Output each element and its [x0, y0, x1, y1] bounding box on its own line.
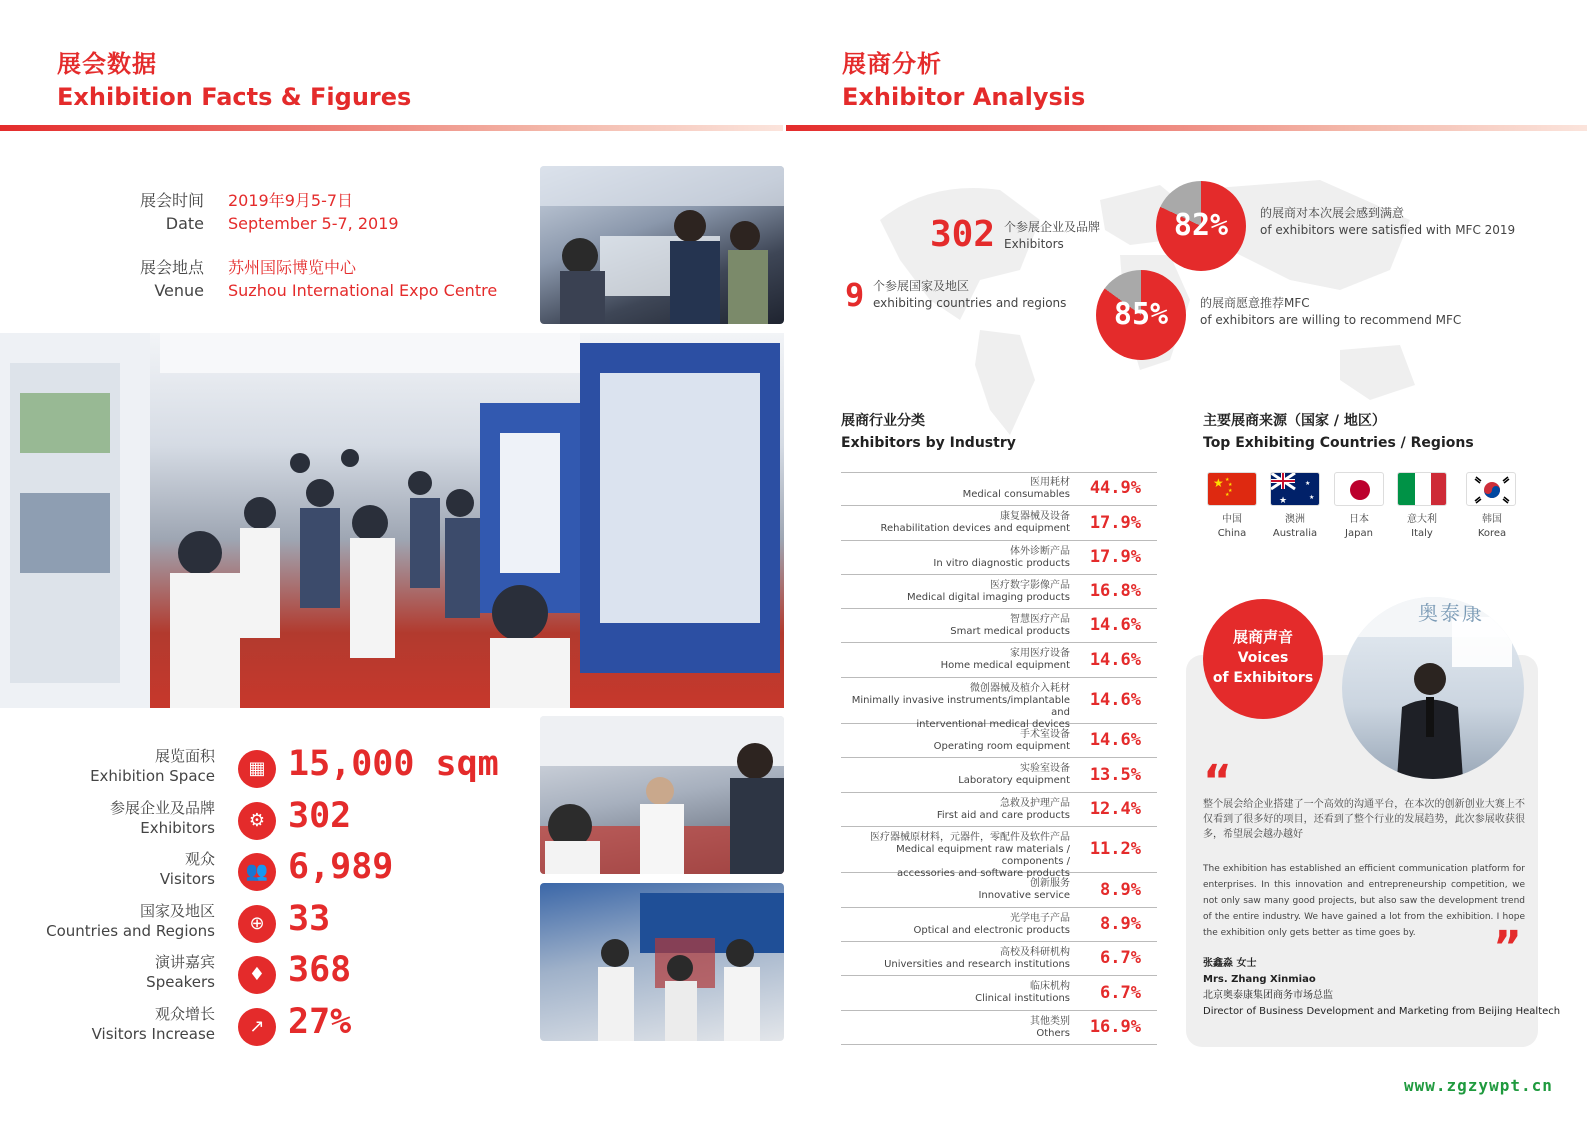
svg-text:★: ★: [1225, 477, 1230, 483]
industry-pct: 14.6%: [1089, 649, 1141, 670]
industry-row: [841, 976, 1157, 1011]
industry-row: [841, 873, 1157, 908]
stat-item: [0, 798, 540, 846]
industry-name: 光学电子产品 Optical and electronic products: [913, 913, 1070, 936]
industry-pct: 8.9%: [1100, 879, 1141, 900]
globe-icon: ⊕: [238, 905, 276, 943]
speaker-title-cn: 北京奥泰康集团商务市场总监: [1203, 990, 1333, 1001]
speaker-name-cn: 张鑫淼 女士: [1203, 958, 1257, 969]
industry-row: [841, 908, 1157, 942]
footer-url[interactable]: www.zgzywpt.cn: [1404, 1076, 1553, 1095]
stat-label: 展览面积 Exhibition Space: [90, 747, 215, 785]
industry-pct: 6.7%: [1100, 948, 1141, 968]
svg-text:★: ★: [1228, 488, 1233, 494]
photo-exhibition-hall-art: [0, 333, 784, 708]
svg-text:★: ★: [1305, 480, 1311, 487]
flag-korea-icon: [1466, 472, 1516, 506]
industry-name: 智慧医疗产品 Smart medical products: [950, 614, 1070, 637]
date-label: 展会时间 Date: [139, 191, 204, 233]
industry-title: 展商行业分类 Exhibitors by Industry: [841, 413, 1016, 451]
close-quote-icon: ”: [1493, 922, 1522, 973]
stat-item: [0, 901, 540, 949]
stat-label: 演讲嘉宾 Speakers: [146, 953, 215, 991]
countries-title: 主要展商来源（国家 / 地区） Top Exhibiting Countries / Regions: [1203, 413, 1474, 451]
quote-cn: 整个展会给企业搭建了一个高效的沟通平台，在本次的创新创业大赛上不仅看到了很多好的项目，还看到了整个行业的发展趋势，此次参展收获很多，希望展会越办越好: [1203, 799, 1525, 840]
industry-name: 康复器械及设备 Rehabilitation devices and equipment: [880, 511, 1070, 534]
svg-text:★: ★: [1309, 494, 1315, 501]
speaker-info: [1203, 956, 1560, 1020]
voices-badge: 展商声音 Voices of Exhibitors: [1203, 599, 1323, 719]
stat-label: 参展企业及品牌 Exhibitors: [109, 799, 215, 837]
industry-row: [841, 678, 1157, 730]
industry-row: [841, 1011, 1157, 1045]
right-title-cn: 展商分析: [842, 50, 942, 78]
stat-item: [0, 746, 540, 794]
industry-name: 临床机构 Clinical institutions: [975, 981, 1070, 1004]
industry-row: [841, 575, 1157, 609]
flag-china-icon: [1207, 472, 1257, 506]
growth-icon: ↗: [238, 1008, 276, 1046]
svg-text:★: ★: [1225, 492, 1230, 498]
exhibitors-caption: 个参展企业及品牌 Exhibitors: [1004, 220, 1101, 251]
stat-value: 27%: [288, 1002, 352, 1042]
country-label: 日本 Japan: [1345, 514, 1373, 539]
venue-label: 展会地点 Venue: [139, 258, 204, 300]
industry-pct: 13.5%: [1089, 764, 1141, 785]
industry-pct: 14.6%: [1089, 690, 1141, 710]
industry-name: 医疗器械原材料，元器件，零配件及软件产品 Medical equipment raw materials / components / accessories and software products: [870, 832, 1070, 879]
speaker-icon: ♦: [238, 956, 276, 994]
industry-pct: 14.6%: [1089, 730, 1141, 750]
exhibitor-photo: [1342, 597, 1524, 779]
industry-name: 微创器械及植介入耗材 Minimally invasive instruments/implantable and interventional medical devices: [851, 683, 1070, 730]
photo-vr-demo: [540, 883, 784, 1041]
left-header: [57, 44, 411, 111]
photo-vr-demo-art: [540, 883, 784, 1041]
industry-pct: 17.9%: [1089, 547, 1141, 567]
stat-value: 368: [288, 950, 352, 990]
industry-pct: 12.4%: [1089, 799, 1141, 819]
industry-name: 医疗数字影像产品 Medical digital imaging products: [906, 580, 1070, 603]
industry-pct: 11.2%: [1089, 839, 1141, 859]
industry-row: [841, 827, 1157, 879]
speaker-name-en: Mrs. Zhang Xinmiao: [1203, 974, 1316, 985]
industry-row: [841, 724, 1157, 758]
left-title-en: Exhibition Facts & Figures: [57, 83, 412, 111]
stat-value: 302: [288, 796, 352, 836]
industry-pct: 14.6%: [1089, 615, 1141, 635]
industry-pct: 8.9%: [1100, 914, 1141, 934]
left-title-cn: 展会数据: [57, 50, 157, 78]
stat-label: 国家及地区 Countries and Regions: [46, 902, 215, 940]
stat-item: [0, 1004, 540, 1052]
flag-italy-icon: [1397, 472, 1447, 506]
satisfied-pie: 82%: [1156, 181, 1246, 271]
photo-visitors-discussion-art: [540, 716, 784, 874]
right-header: [842, 44, 1085, 111]
venue-value: 苏州国际博览中心 Suzhou International Expo Centre: [228, 258, 498, 300]
gear-icon: ⚙: [238, 802, 276, 840]
flag-japan-icon: [1334, 472, 1384, 506]
countries-caption: 个参展国家及地区 exhibiting countries and regions: [873, 279, 1067, 310]
stat-value: 33: [288, 899, 331, 939]
speaker-title-en: Director of Business Development and Marketing from Beijing Healtech: [1203, 1006, 1561, 1017]
industry-pct: 6.7%: [1100, 982, 1141, 1003]
countries-count: 9: [845, 276, 865, 314]
open-quote-icon: “: [1203, 756, 1232, 807]
people-icon: 👥: [238, 853, 276, 891]
industry-row: [841, 472, 1157, 506]
photo-visitors-at-booth: [540, 166, 784, 324]
industry-row: [841, 506, 1157, 541]
industry-row: [841, 758, 1157, 793]
industry-pct: 44.9%: [1089, 478, 1141, 498]
industry-name: 医用耗材 Medical consumables: [962, 477, 1070, 500]
industry-row: [841, 541, 1157, 575]
stat-label: 观众增长 Visitors Increase: [91, 1005, 215, 1043]
industry-name: 创新服务 Innovative service: [978, 878, 1070, 901]
industry-name: 手术室设备 Operating room equipment: [933, 729, 1070, 752]
stat-value: 6,989: [288, 847, 394, 887]
date-value: 2019年9月5-7日 September 5-7, 2019: [228, 191, 399, 233]
stat-item: [0, 952, 540, 1000]
industry-pct: 16.8%: [1089, 581, 1141, 601]
flag-australia-icon: [1270, 472, 1320, 506]
recommend-pie: 85%: [1096, 270, 1186, 360]
industry-row: [841, 793, 1157, 827]
exhibitors-count: 302: [930, 214, 996, 255]
country-label: 意大利 Italy: [1407, 514, 1437, 539]
industry-row: [841, 643, 1157, 678]
recommend-caption: 的展商愿意推荐MFC of exhibitors are willing to recommend MFC: [1200, 296, 1462, 327]
industry-pct: 16.9%: [1089, 1017, 1141, 1037]
industry-name: 其他类别 Others: [1030, 1016, 1070, 1039]
photo-exhibition-hall: [0, 333, 784, 708]
industry-pct: 17.9%: [1089, 512, 1141, 533]
stat-item: [0, 849, 540, 897]
right-title-en: Exhibitor Analysis: [842, 83, 1086, 111]
photo-visitors-discussion: [540, 716, 784, 874]
floorplan-icon: ▦: [238, 750, 276, 788]
country-label: 韩国 Korea: [1477, 514, 1507, 539]
stat-label: 观众 Visitors: [159, 850, 215, 888]
industry-name: 体外诊断产品 In vitro diagnostic products: [933, 546, 1070, 569]
right-header-bar: [786, 125, 1587, 131]
country-label: 中国 China: [1217, 514, 1247, 539]
svg-text:★: ★: [1213, 476, 1224, 490]
svg-text:★: ★: [1228, 482, 1233, 488]
industry-name: 实验室设备 Laboratory equipment: [958, 763, 1070, 786]
industry-name: 高校及科研机构 Universities and research institutions: [884, 947, 1070, 970]
industry-name: 急救及护理产品 First aid and care products: [936, 798, 1070, 821]
industry-row: [841, 609, 1157, 643]
svg-text:★: ★: [1279, 496, 1288, 506]
satisfied-caption: 的展商对本次展会感到满意 of exhibitors were satisfied with MFC 2019: [1260, 206, 1516, 237]
stat-value: 15,000 sqm: [288, 744, 499, 784]
booth-sign: 奥泰康: [1418, 601, 1484, 625]
quote-en: The exhibition has established an efficient communication platform for enterprises. In this innovation and entrepreneurship competition, we not only saw many good projects, but also saw the development trend of the entire industry. We have gained a lot from the exhibition. I hope the exhibition only gets better as time goes by.: [1203, 864, 1525, 938]
photo-visitors-at-booth-art: [540, 166, 784, 324]
left-header-bar: [0, 125, 783, 131]
industry-name: 家用医疗设备 Home medical equipment: [940, 648, 1070, 671]
country-label: 澳洲 Australia: [1272, 514, 1318, 539]
industry-row: [841, 942, 1157, 976]
